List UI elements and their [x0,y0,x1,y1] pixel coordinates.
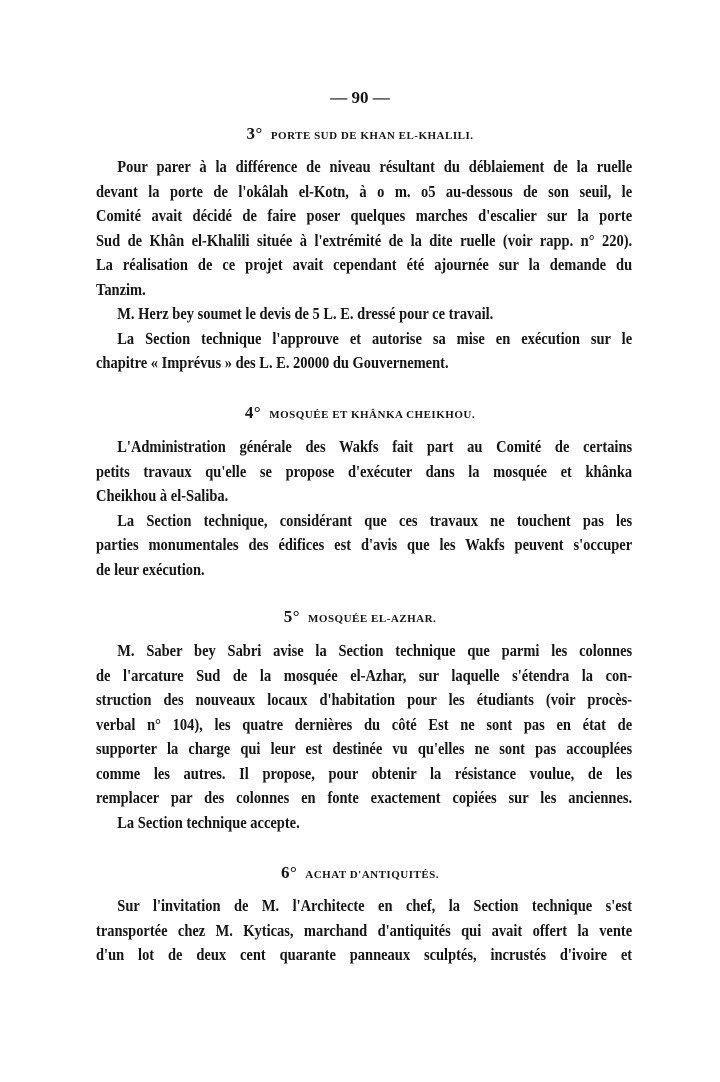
text-line: L'Administration générale des Wakfs fait part au Comité de certains [117,437,633,456]
text-line: transportée chez M. Kyticas, marchand d'antiquités qui avait offert la vente [96,920,633,940]
section-number: 5° [283,607,300,626]
text-line: verbal n° 104), les quatre dernières du côté Est ne sont pas en état de [96,714,633,734]
section-title: ACHAT D'ANTIQUITÉS. [305,869,440,881]
text-line: La Section technique accepte. [117,812,300,832]
text-line: Cheikhou à el-Saliba. [96,486,229,505]
text-line: struction des nouveaux locaux d'habitation pour les étudiants (voir procès- [96,690,633,709]
text-line: Sur l'invitation de M. l'Architecte en chef, la Section technique s'est [117,896,633,915]
text-line: parties monumentales des édifices est d'avis que les Wakfs peuvent s'occuper [96,535,633,554]
section-number: 6° [280,863,298,882]
text-line: Tanzim. [96,279,146,299]
text-line: petits travaux qu'elle se propose d'exécuter dans la mosquée et khânka [96,461,633,481]
section-heading [0,607,720,627]
text-line: M. Herz bey soumet le devis de 5 L. E. dressé pour ce travail. [117,304,494,323]
text-line: remplacer par des colonnes en fonte exactement copiées sur les anciennes. [96,788,633,807]
text-line: de leur exécution. [96,559,205,579]
text-line: M. Saber bey Sabri avise la Section technique que parmi les colonnes [117,641,633,660]
section-heading [0,124,720,144]
section-number: 4° [244,403,262,422]
page-number: — 90 — [330,88,390,107]
text-line: La réalisation de ce projet avait cependant été ajournée sur la demande du [96,255,633,274]
text-line: Sud de Khân el-Khalili située à l'extrémité de la dite ruelle (voir rapp. n° 220). [96,230,633,250]
section-title: MOSQUÉE EL-AZHAR. [308,613,437,625]
text-line: chapitre « Imprévus » des L. E. 20000 du Gouvernement. [96,353,449,372]
text-line: Comité avait décidé de faire poser quelques marches d'escalier sur la porte [96,206,633,225]
text-line: d'un lot de deux cent quarante panneaux sculptés, incrustés d'ivoire et [96,945,633,964]
text-line: comme les autres. Il propose, pour obtenir la résistance voulue, de les [96,763,633,783]
text-line: de l'arcature Sud de la mosquée el-Azhar, sur laquelle s'étendra la con- [96,665,633,685]
text-line: devant la porte de l'okâlah el-Kotn, à o m. o5 au-dessous de son seuil, le [96,181,633,201]
text-line: Pour parer à la différence de niveau résultant du déblaiement de la ruelle [117,157,633,176]
section-heading [0,403,720,423]
text-line: La Section technique l'approuve et autorise sa mise en exécution sur le [117,328,633,348]
text-line: La Section technique, considérant que ces travaux ne touchent pas les [117,510,633,530]
section-title: MOSQUÉE ET KHÂNKA CHEIKHOU. [269,409,476,421]
section-number: 3° [246,124,263,143]
section-title: PORTE SUD DE KHAN EL-KHALILI. [270,130,474,142]
text-line: supporter la charge qui leur est destinée vu qu'elles ne sont pas accouplées [96,739,633,758]
section-heading [0,863,720,883]
